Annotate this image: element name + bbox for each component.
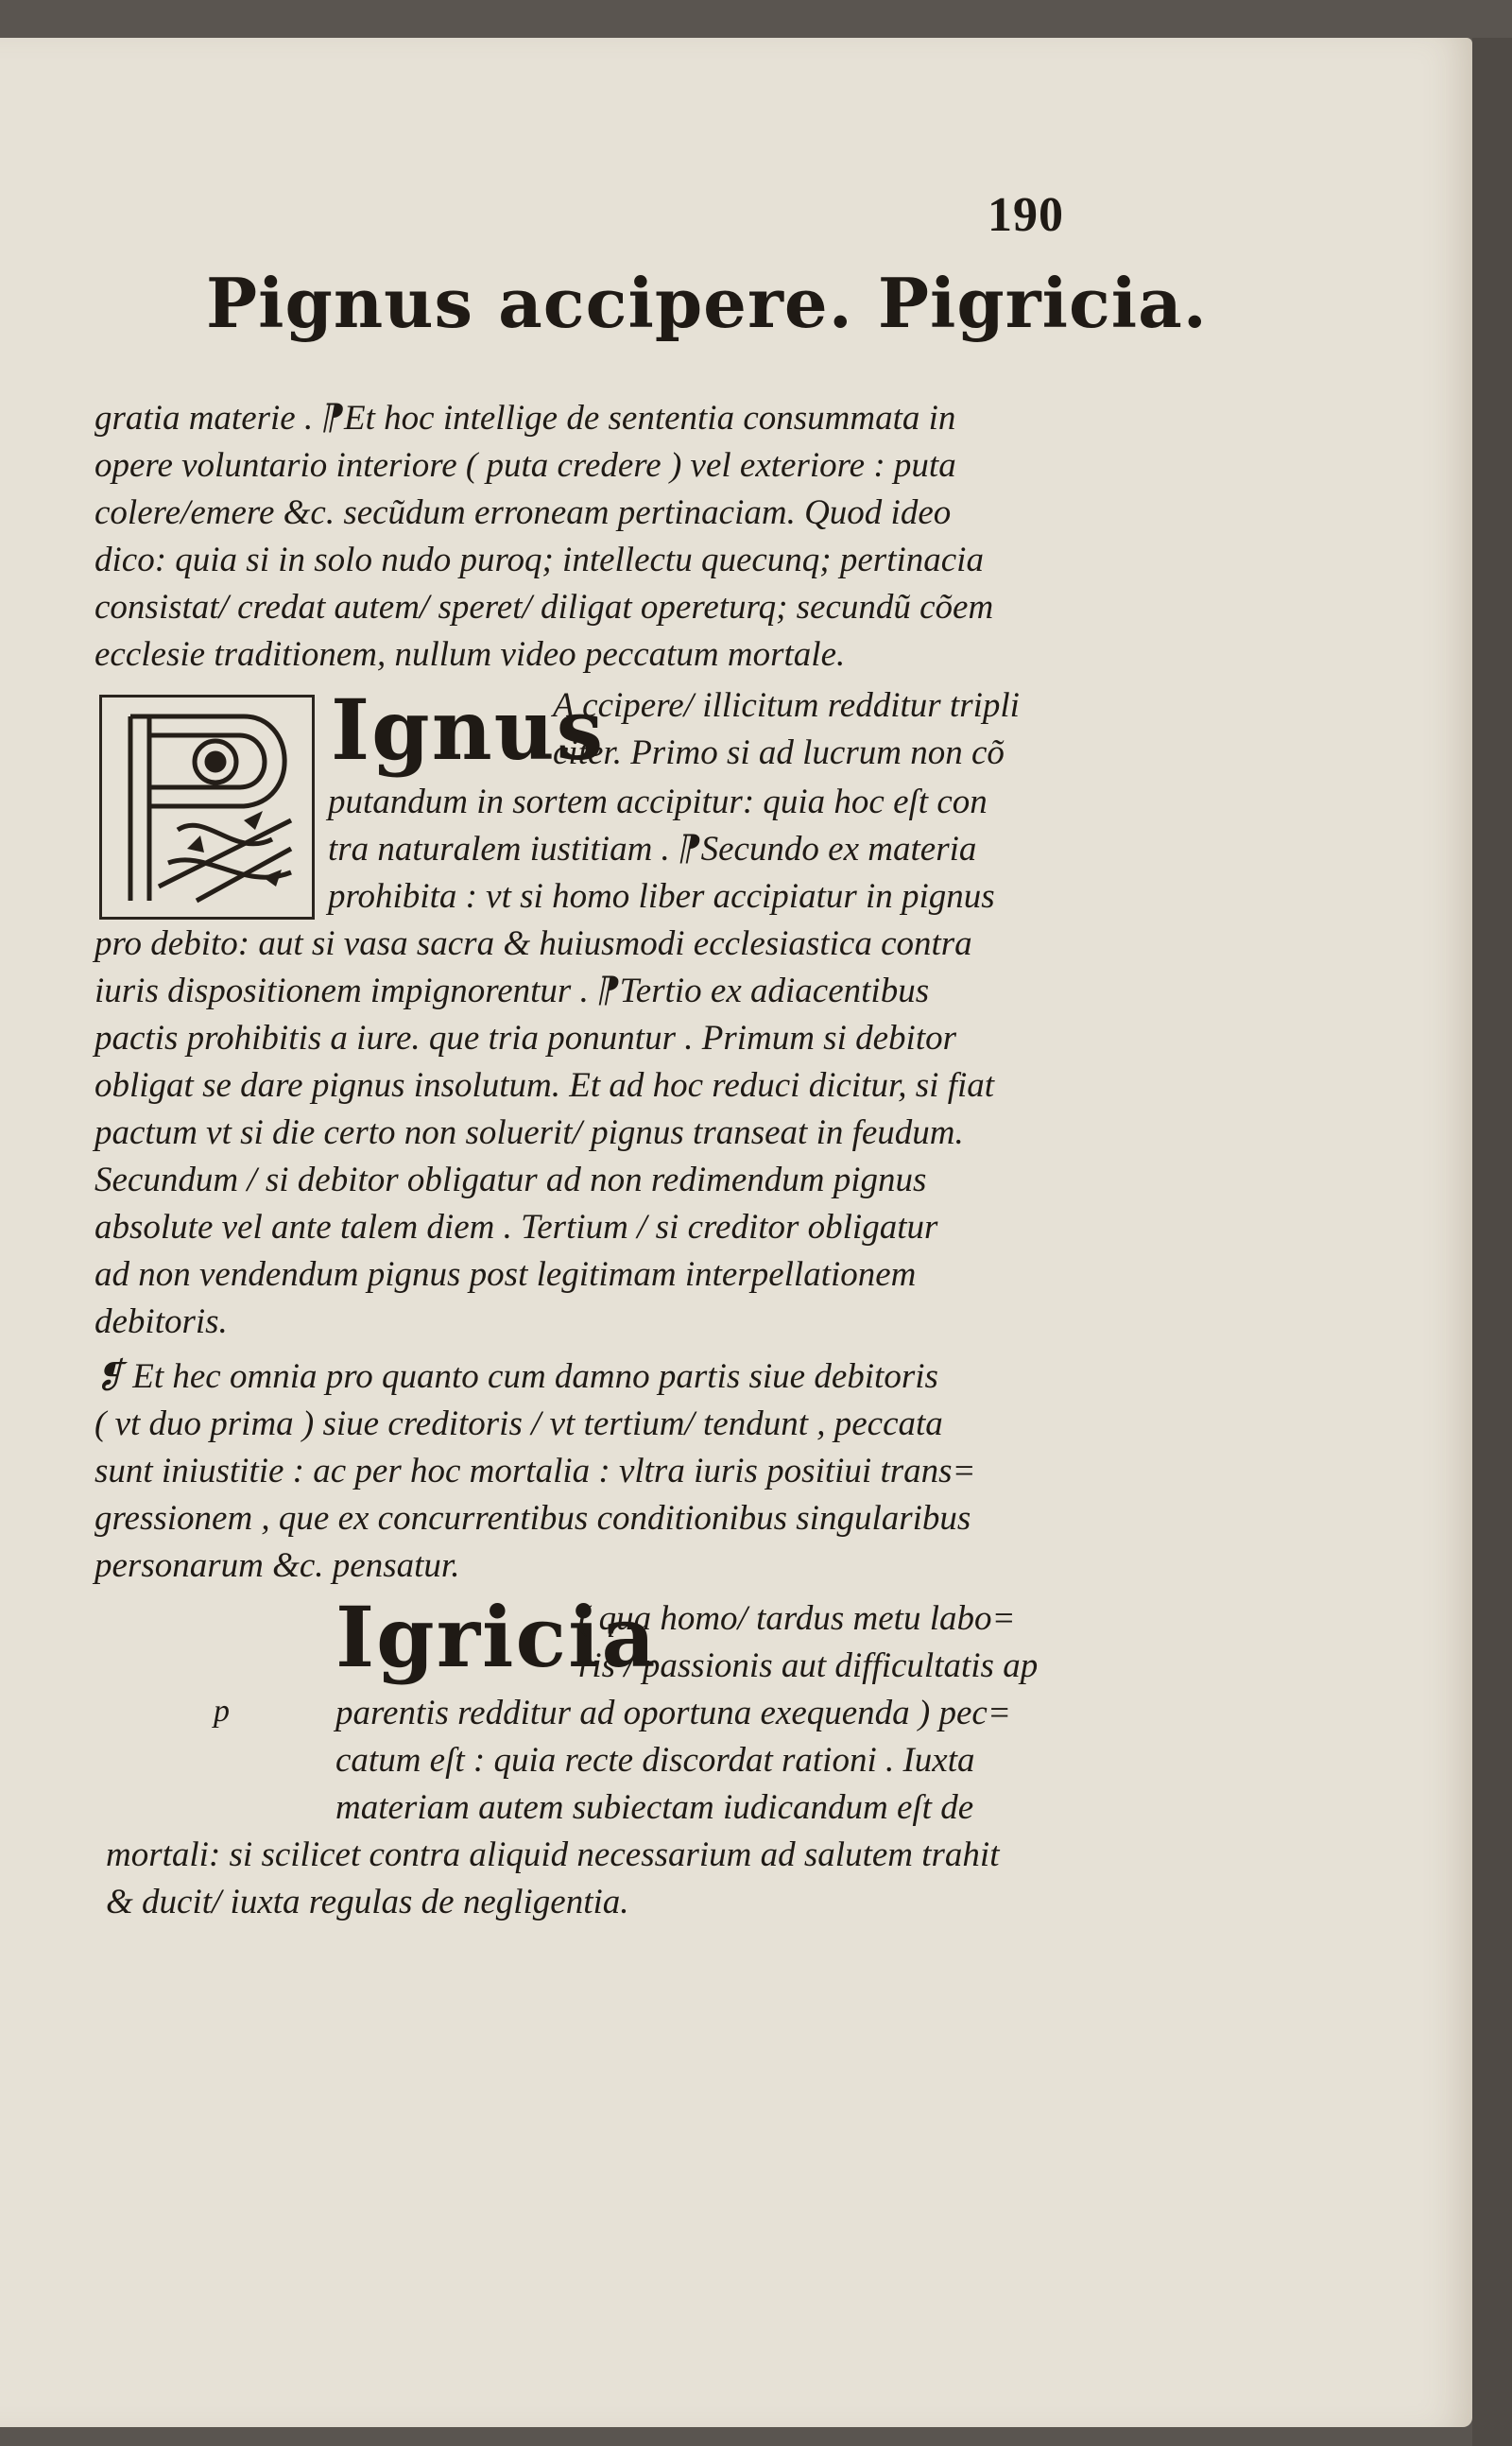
- text-line: gratia materie . ⁋Et hoc intellige de sententia consummata in: [94, 399, 956, 438]
- text-line: gressionem , que ex concurrentibus conditionibus singularibus: [94, 1499, 971, 1538]
- text-line: pro debito: aut si vasa sacra & huiusmodi ecclesiastica contra: [94, 924, 972, 963]
- decorated-initial-p: [99, 695, 315, 920]
- text-line: putandum in sortem accipitur: quia hoc eſt con: [328, 783, 988, 821]
- text-line: ris / passionis aut difficultatis ap: [578, 1646, 1039, 1685]
- text-line: Secundum / si debitor obligatur ad non redimendum pignus: [94, 1161, 927, 1199]
- text-line: personarum &c. pensatur.: [94, 1546, 460, 1585]
- text-line: parentis redditur ad oportuna exequenda ) pec=: [335, 1694, 1011, 1732]
- entry-lead-word: Igricia: [335, 1588, 658, 1686]
- text-line: prohibita : vt si homo liber accipiatur in pignus: [328, 877, 995, 916]
- text-line: & ducit/ iuxta regulas de negligentia.: [106, 1883, 629, 1921]
- text-line: dico: quia si in solo nudo puroq; intellectu quecunq; pertinacia: [94, 541, 984, 579]
- text-line: iuris dispositionem impignorentur . ⁋Tertio ex adiacentibus: [94, 972, 930, 1010]
- text-line: tra naturalem iustitiam . ⁋Secundo ex materia: [328, 830, 977, 869]
- floral-initial-icon: [102, 698, 312, 917]
- page-number: 190: [988, 188, 1064, 242]
- running-head: Pignus accipere. Pigricia.: [206, 263, 1208, 343]
- text-line: mortali: si scilicet contra aliquid necessarium ad salutem trahit: [106, 1835, 1000, 1874]
- text-line: citer. Primo si ad lucrum non cõ: [553, 733, 1005, 772]
- book-edge: [1472, 38, 1512, 2446]
- text-line: colere/emere &c. secũdum erroneam pertinaciam. Quod ideo: [94, 493, 952, 532]
- entry-lead-word: Ignus: [331, 680, 606, 779]
- guide-letter: p: [214, 1694, 230, 1729]
- text-line: consistat/ credat autem/ speret/ diligat opereturq; secundũ cõem: [94, 588, 994, 627]
- text-line: sunt iniustitie : ac per hoc mortalia : vltra iuris positiui trans=: [94, 1452, 976, 1490]
- text-line: opere voluntario interiore ( puta credere ) vel exteriore : puta: [94, 446, 956, 485]
- text-line: pactum vt si die certo non soluerit/ pignus transeat in feudum.: [94, 1113, 964, 1152]
- book-page: [0, 38, 1472, 2427]
- text-line: pactis prohibitis a iure. que tria ponuntur . Primum si debitor: [94, 1019, 956, 1058]
- text-line: debitoris.: [94, 1302, 228, 1341]
- text-line: ( qua homo/ tardus metu labo=: [578, 1599, 1016, 1638]
- text-line: ❡ Et hec omnia pro quanto cum damno partis siue debitoris: [94, 1357, 938, 1396]
- text-line: obligat se dare pignus insolutum. Et ad hoc reduci dicitur, si fiat: [94, 1066, 995, 1105]
- text-line: materiam autem subiectam iudicandum eſt de: [335, 1788, 974, 1827]
- text-line: ad non vendendum pignus post legitimam interpellationem: [94, 1255, 917, 1294]
- text-line: absolute vel ante talem diem . Tertium / si creditor obligatur: [94, 1208, 938, 1247]
- text-line: ( vt duo prima ) siue creditoris / vt tertium/ tendunt , peccata: [94, 1404, 943, 1443]
- text-line: ecclesie traditionem, nullum video peccatum mortale.: [94, 635, 846, 674]
- text-line: catum eſt : quia recte discordat rationi . Iuxta: [335, 1741, 975, 1780]
- text-line: A ccipere/ illicitum redditur tripli: [553, 686, 1020, 725]
